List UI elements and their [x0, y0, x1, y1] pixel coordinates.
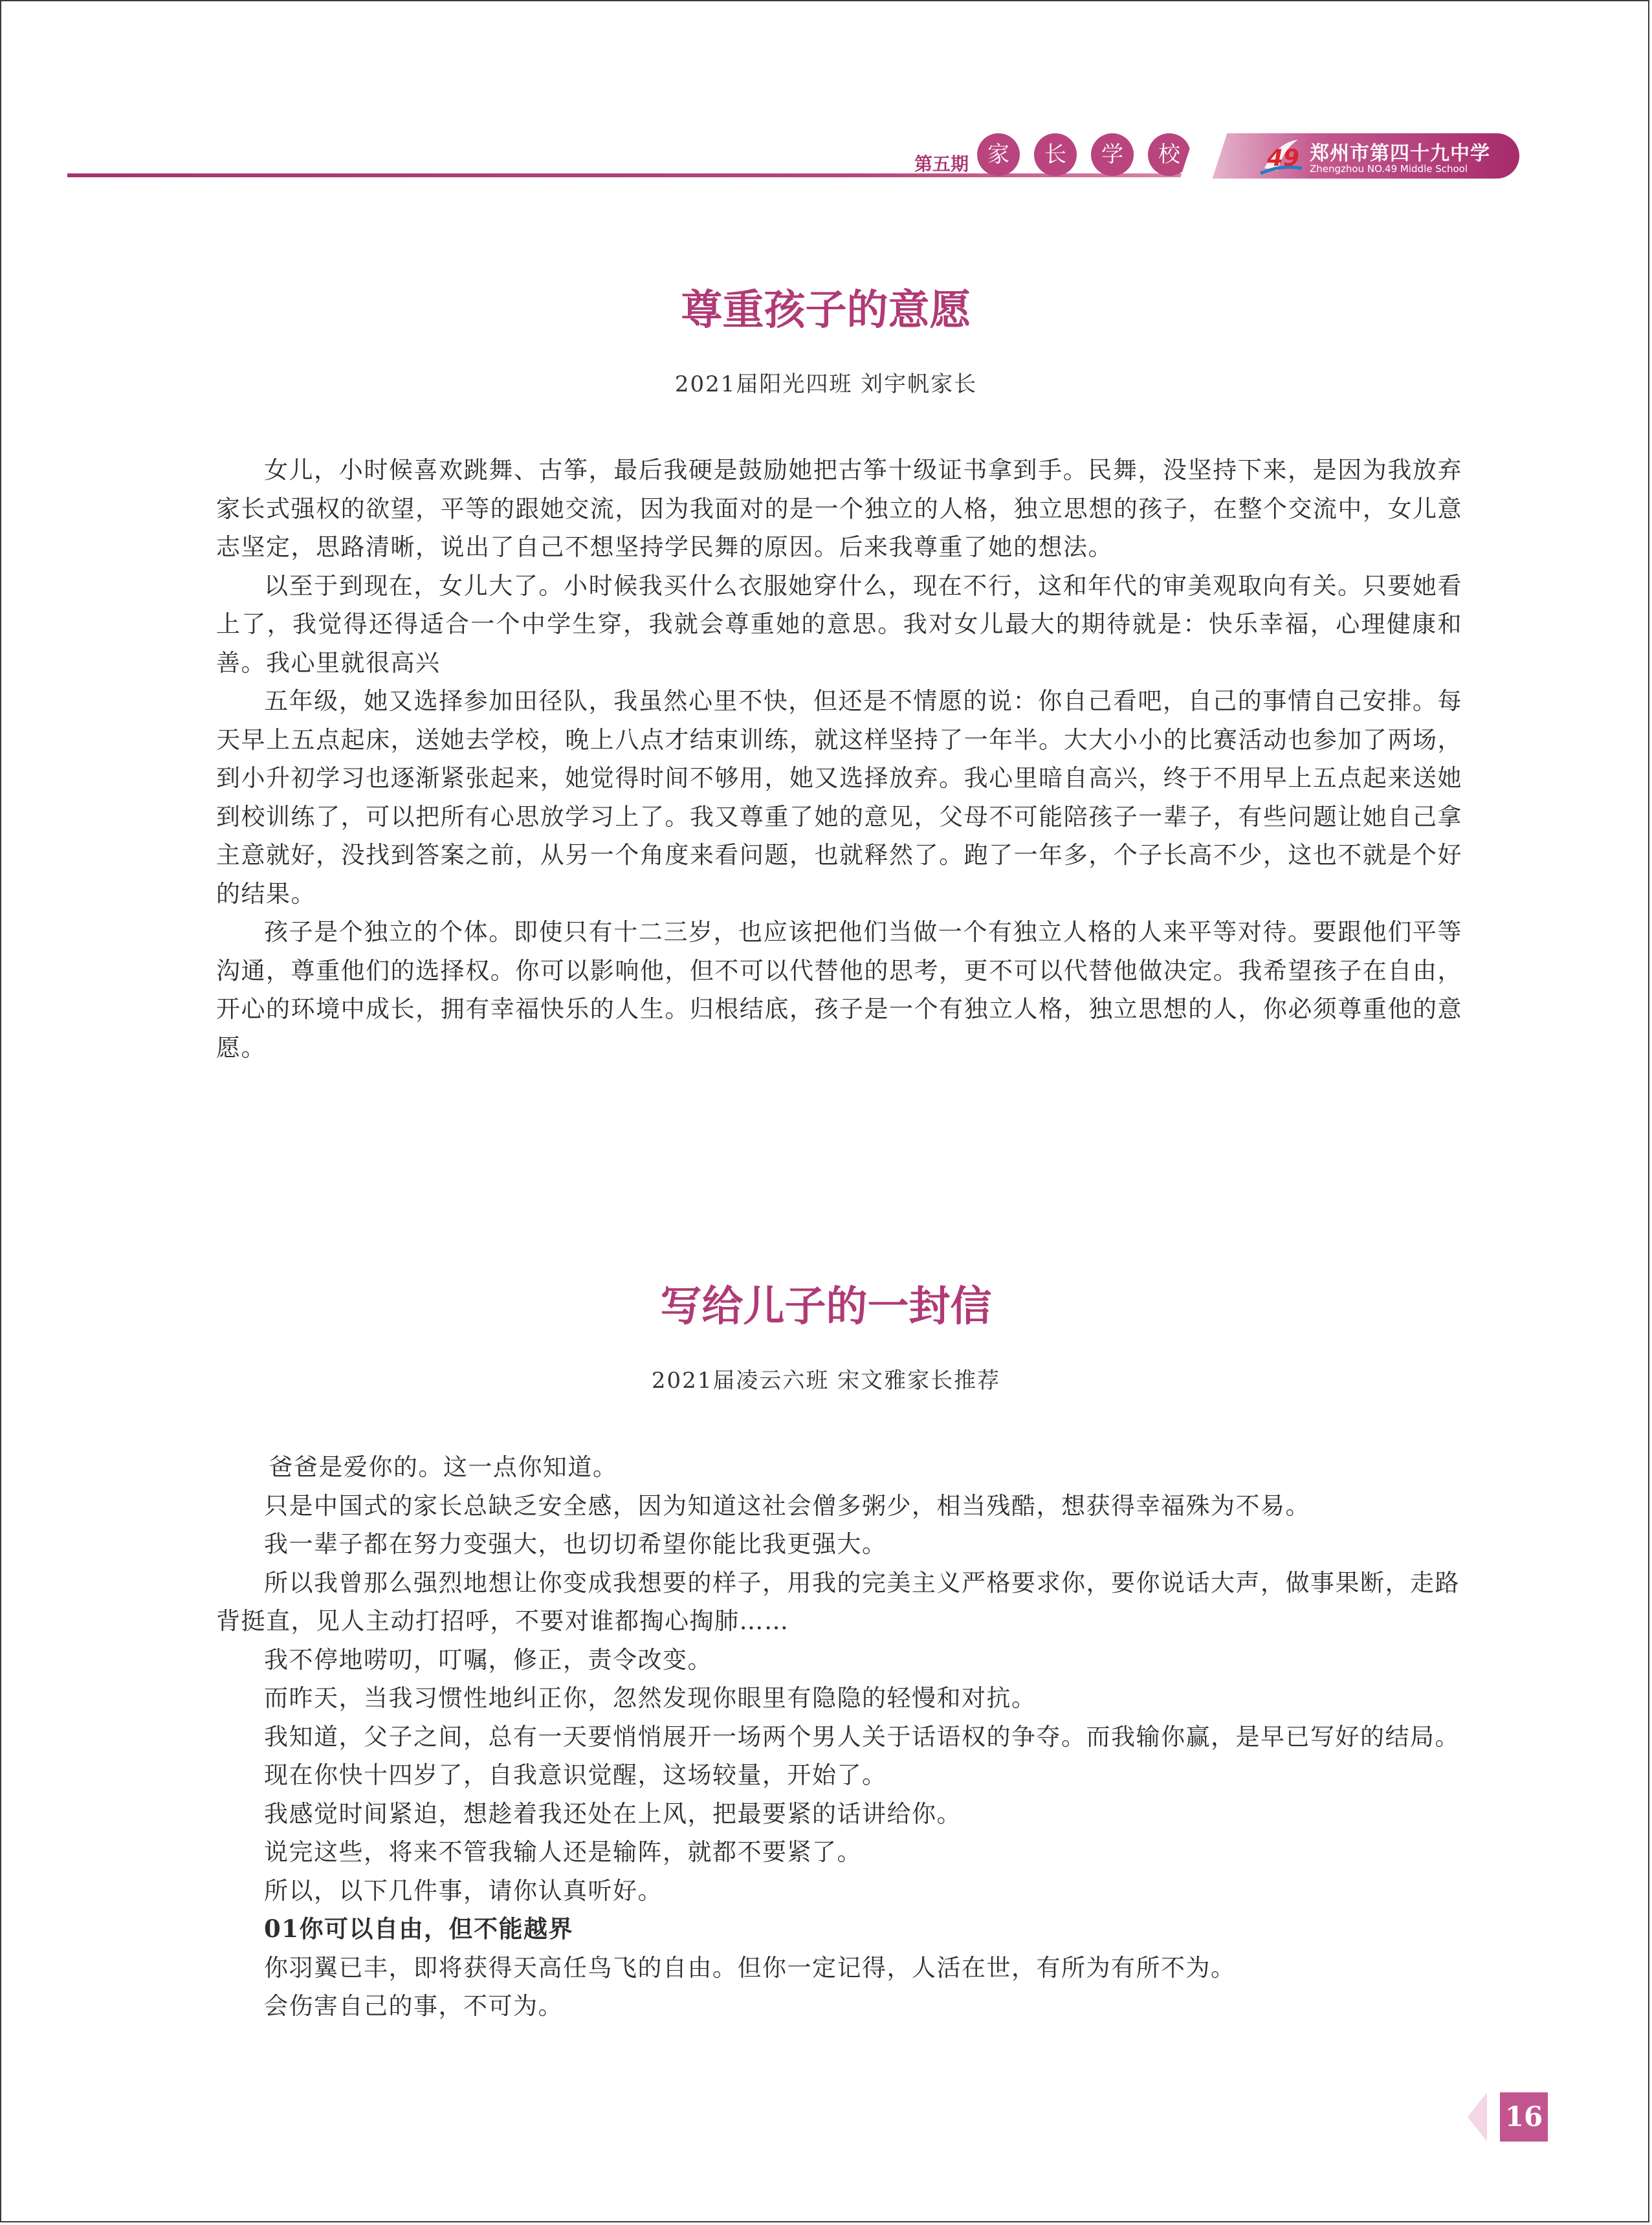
article1-body [216, 451, 1462, 1067]
column-char-1: 家 [977, 133, 1020, 176]
article1-byline: 2021届阳光四班 刘宇帆家长 [674, 371, 978, 397]
paragraph: 我不停地唠叨，叮嘱，修正，责令改变。 [264, 1645, 712, 1674]
article1-title: 尊重孩子的意愿 [681, 286, 971, 334]
page-number-arrow [1468, 2092, 1487, 2142]
paragraph: 我感觉时间紧迫，想趁着我还处在上风，把最要紧的话讲给你。 [264, 1799, 962, 1828]
paragraph: 我知道，父子之间，总有一天要悄悄展开一场两个男人关于话语权的争夺。而我输你赢，是早已写好的结局。 [264, 1722, 1460, 1751]
paragraph: 而昨天，当我习惯性地纠正你，忽然发现你眼里有隐隐的轻慢和对抗。 [264, 1684, 1037, 1712]
paragraph: 你羽翼已丰，即将获得天高任鸟飞的自由。但你一定记得，人活在世，有所为有所不为。 [264, 1953, 1236, 1982]
article2-title: 写给儿子的一封信 [660, 1282, 992, 1331]
paragraph: 我一辈子都在努力变强大，也切切希望你能比我更强大。 [264, 1530, 887, 1558]
paragraph: 孩子是个独立的个体。即使只有十二三岁，也应该把他们当做一个有独立人格的人来平等对待。要跟他们平等沟通，尊重他们的选择权。你可以影响他，但不可以代替他的思考，更不可以代替他做决定。我希望孩子在自由，开心的环境中成长，拥有幸福快乐的人生。归根结底，孩子是一个有独立人格，独立思想的人，你必须尊重他的意愿。 [216, 918, 1462, 1062]
svg-text:49: 49 [1267, 145, 1300, 171]
school-name-cn: 郑州市第四十九中学 [1310, 142, 1490, 165]
paragraph: 所以我曾那么强烈地想让你变成我想要的样子，用我的完美主义严格要求你，要你说话大声，做事果断，走路背挺直，见人主动打招呼，不要对谁都掏心掏肺…… [216, 1568, 1460, 1635]
paragraph: 只是中国式的家长总缺乏安全感，因为知道这社会僧多粥少，相当残酷，想获得幸福殊为不易。 [264, 1491, 1310, 1520]
section-heading: 01你可以自由，但不能越界 [264, 1914, 573, 1943]
column-char-2: 长 [1034, 133, 1077, 176]
issue-label: 第五期 [914, 153, 969, 175]
paragraph: 现在你快十四岁了，自我意识觉醒，这场较量，开始了。 [264, 1761, 887, 1789]
header-rule [67, 173, 1206, 177]
article2-body [216, 1448, 1462, 2026]
school-name-en: Zhengzhou NO.49 Middle School [1310, 163, 1468, 175]
paragraph: 以至于到现在，女儿大了。小时候我买什么衣服她穿什么，现在不行，这和年代的审美观取向有关。只要她看上了，我觉得还得适合一个中学生穿，我就会尊重她的意思。我对女儿最大的期待就是：快乐幸福，心理健康和善。我心里就很高兴 [216, 571, 1462, 677]
school-49-logo-icon [1258, 136, 1305, 177]
page-number: 16 [1500, 2092, 1548, 2142]
column-char-4: 校 [1148, 133, 1191, 176]
paragraph: 所以，以下几件事，请你认真听好。 [264, 1876, 663, 1905]
paragraph: 爸爸是爱你的。这一点你知道。 [269, 1453, 618, 1481]
article2-byline: 2021届凌云六班 宋文雅家长推荐 [651, 1368, 1001, 1394]
paragraph: 五年级，她又选择参加田径队，我虽然心里不快，但还是不情愿的说：你自己看吧，自己的事情自己安排。每天早上五点起床，送她去学校，晚上八点才结束训练，就这样坚持了一年半。大大小小的比赛活动也参加了两场，到小升初学习也逐渐紧张起来，她觉得时间不够用，她又选择放弃。我心里暗自高兴，终于不用早上五点起来送她到校训练了，可以把所有心思放学习上了。我又尊重了她的意见，父母不可能陪孩子一辈子，有些问题让她自己拿主意就好，没找到答案之前，从另一个角度来看问题，也就释然了。跑了一年多，个子长高不少，这也不就是个好的结果。 [216, 687, 1462, 908]
column-char-3: 学 [1091, 133, 1134, 176]
paragraph: 女儿，小时候喜欢跳舞、古筝，最后我硬是鼓励她把古筝十级证书拿到手。民舞，没坚持下来，是因为我放弃家长式强权的欲望，平等的跟她交流，因为我面对的是一个独立的人格，独立思想的孩子，在整个交流中，女儿意志坚定，思路清晰，说出了自己不想坚持学民舞的原因。后来我尊重了她的想法。 [216, 456, 1462, 561]
paragraph: 会伤害自己的事，不可为。 [264, 1992, 563, 2020]
paragraph: 说完这些，将来不管我输人还是输阵，就都不要紧了。 [264, 1838, 862, 1866]
